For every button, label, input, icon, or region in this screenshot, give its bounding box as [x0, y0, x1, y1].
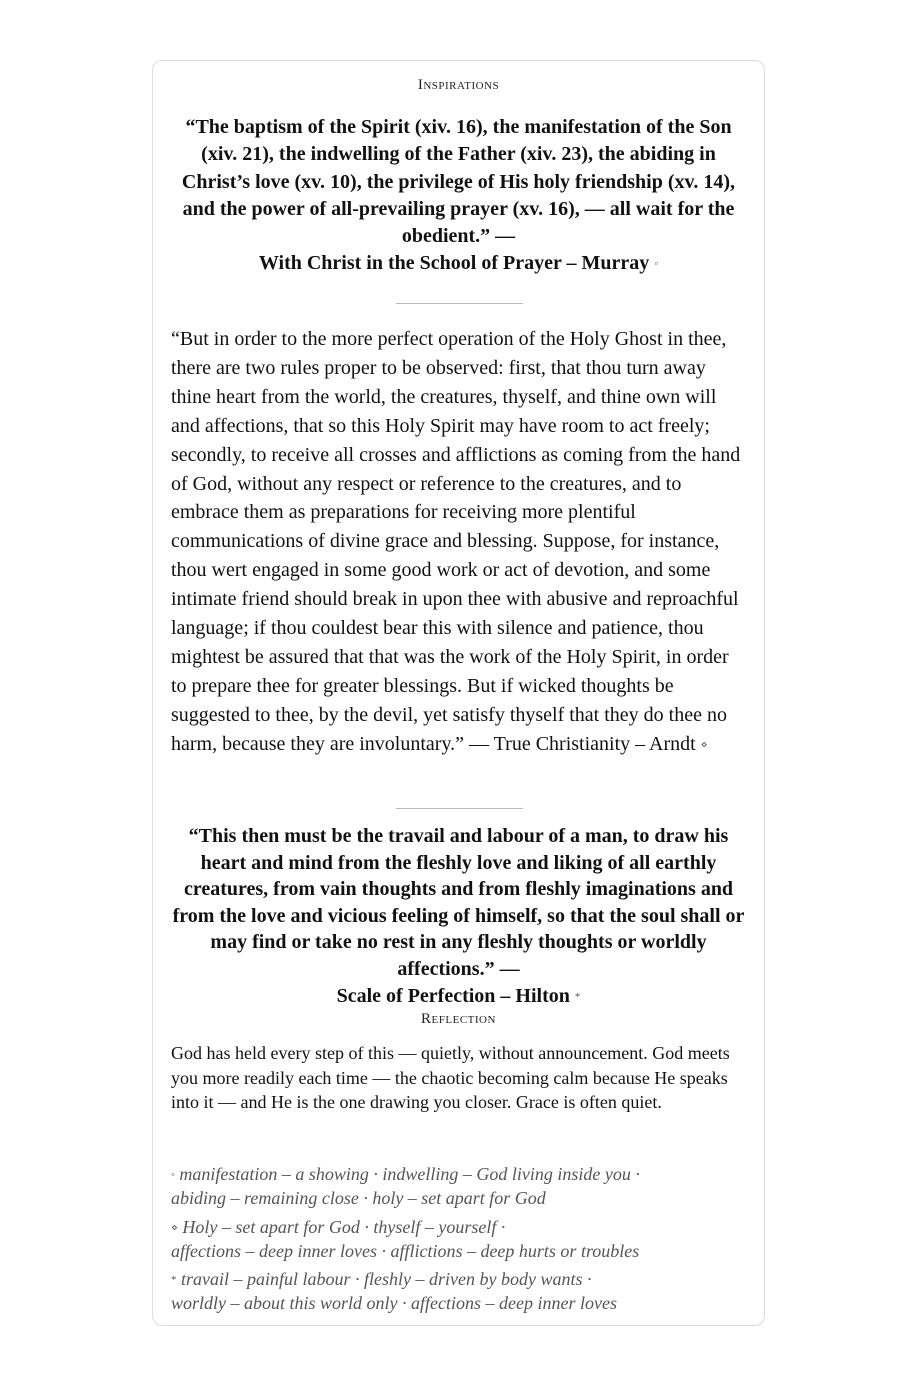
- quote-text: “The baptism of the Spirit (xiv. 16), the manifestation of the Son (xiv. 21), the indwelling of the Father (xiv. 23), the abiding in Christ’s love (xv. 10), the privilege of His holy friendship (xv. 14), and the power of all-prevailing prayer (xv. 16), — all wait for the obedient.” —: [181, 116, 736, 248]
- reflection-text: God has held every step of this — quietly, without announcement. God meets you more readily each time — the chaotic becoming calm because He speaks into it — and He is the one drawing you closer. Grace is often quiet.: [171, 1043, 730, 1112]
- glossary-line: travail – painful labour · fleshly – driven by body wants ·: [181, 1269, 592, 1289]
- footnote-marker-circle: ◦: [654, 258, 659, 271]
- glossary-line: worldly – about this world only · affections – deep inner loves: [171, 1292, 617, 1313]
- glossary-line: affections – deep inner loves · afflictions – deep hurts or troubles: [171, 1240, 640, 1261]
- quote-source: — True Christianity – Arndt: [469, 732, 696, 755]
- footnote-marker-diamond: ⋄: [700, 738, 708, 751]
- glossary-entry: [171, 1268, 746, 1314]
- footnote-marker-star: *: [574, 990, 581, 1003]
- quote-source: Scale of Perfection – Hilton: [336, 984, 570, 1007]
- quote-source: With Christ in the School of Prayer – Murray: [258, 252, 650, 275]
- glossary-entry: [171, 1216, 746, 1262]
- quote-hilton: [171, 823, 746, 1010]
- quote-arndt: [171, 325, 746, 760]
- footnote-marker-diamond: ⋄: [171, 1222, 178, 1234]
- footnote-marker-star: *: [171, 1274, 177, 1286]
- glossary-line: abiding – remaining close · holy – set apart for God: [171, 1187, 546, 1208]
- quote-murray: [171, 114, 746, 279]
- glossary-entry: [171, 1163, 746, 1209]
- section-divider: [396, 808, 523, 809]
- section-divider: [396, 303, 523, 304]
- reflection-heading: Reflection: [421, 1011, 496, 1027]
- glossary-line: manifestation – a showing · indwelling – God living inside you ·: [179, 1164, 640, 1184]
- inspirations-card: [152, 60, 765, 1326]
- quote-text: “But in order to the more perfect operation of the Holy Ghost in thee, there are two rules proper to be observed: first, that thou turn away thine heart from the world, the creatures, thyself, and thine own will and affections, that so this Holy Spirit may have room to act freely; secondly, to receive all crosses and afflictions as coming from the hand of God, without any respect or reference to the creatures, and to embrace them as preparations for receiving more plentiful communications of divine grace and blessing. Suppose, for instance, thou wert engaged in some good work or act of devotion, and some intimate friend should break in upon thee with abusive and reproachful language; if thou couldest bear this with silence and patience, thou mightest be assured that that was the work of the Holy Spirit, in order to prepare thee for greater blessings. But if wicked thoughts be suggested to thee, by the devil, yet satisfy thyself that they do thee no harm, because they are involuntary.”: [171, 328, 741, 755]
- footnote-marker-circle: ◦: [171, 1169, 175, 1181]
- quote-text: “This then must be the travail and labour of a man, to draw his heart and mind from the fleshly love and liking of all earthly creatures, from vain thoughts and from fleshly imaginations and from the love and vicious feeling of himself, so that the soul shall or may find or take no rest in any fleshly thoughts or worldly affections.” —: [172, 825, 745, 980]
- page-title: Inspirations: [417, 77, 500, 93]
- glossary-line: Holy – set apart for God · thyself – yourself ·: [182, 1217, 506, 1237]
